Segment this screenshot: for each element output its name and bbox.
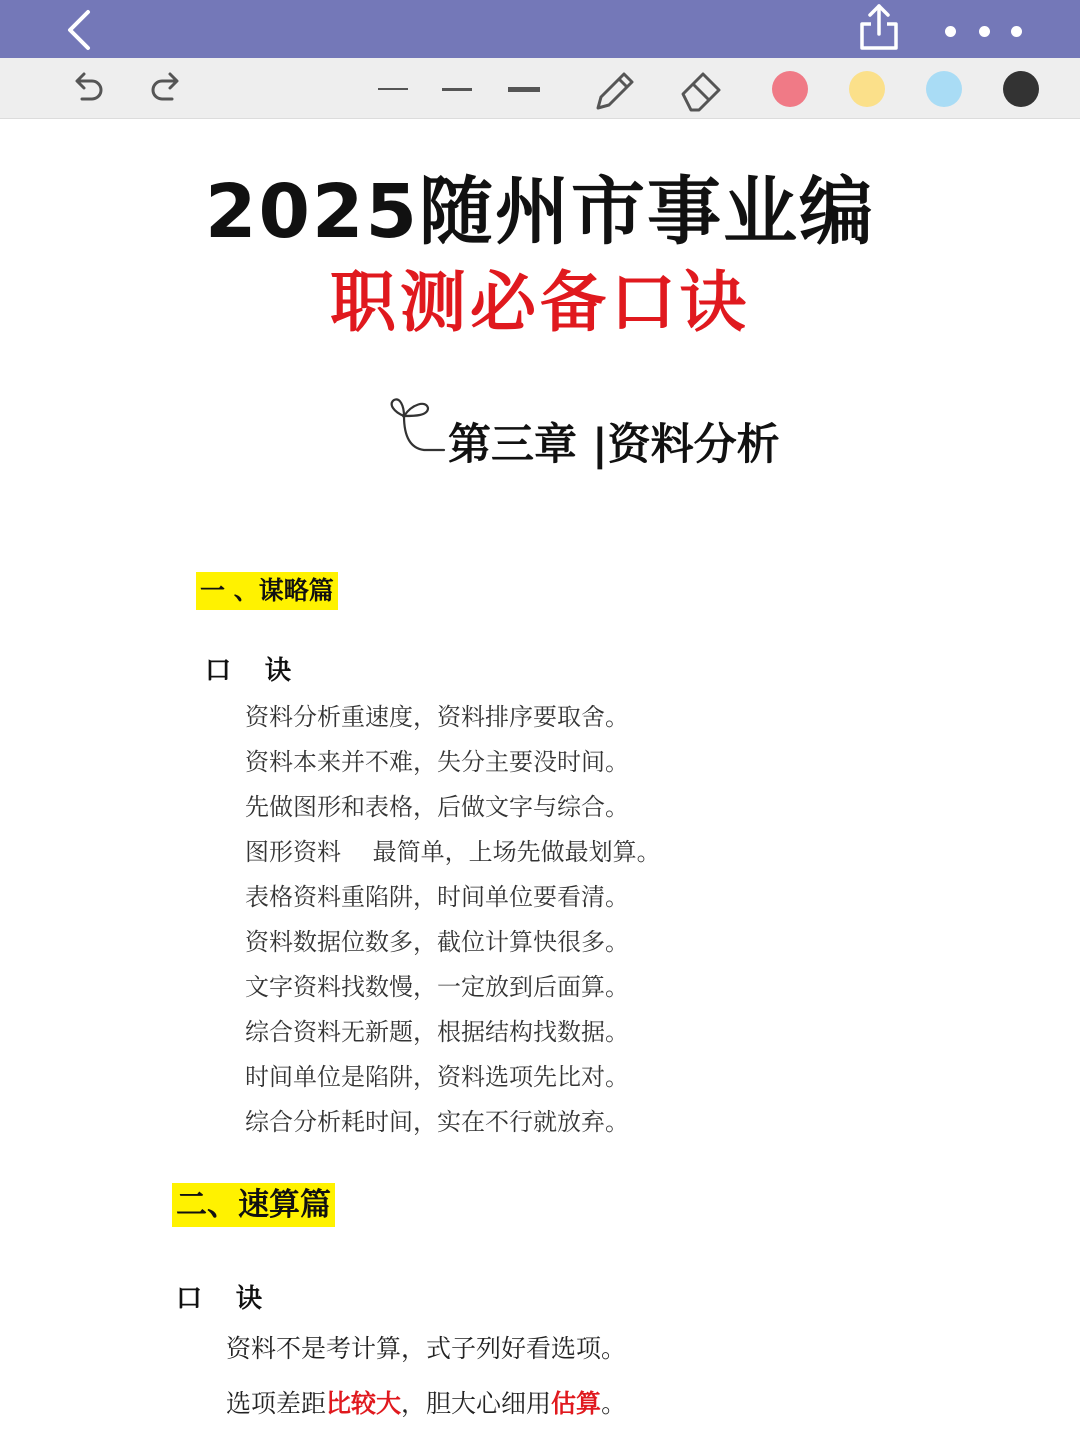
more-options-button[interactable] — [935, 18, 1035, 44]
emphasis-text: 比较大 — [326, 1389, 402, 1418]
section-heading-quick-calc: 二、速算篇 — [172, 1183, 335, 1227]
redo-button[interactable] — [144, 68, 186, 110]
chapter-heading: 第三章 |资料分析 — [448, 420, 780, 470]
mnemonic-text: 。 — [601, 1389, 627, 1418]
section-heading-strategy: 一 、谋略篇 — [196, 572, 338, 610]
mnemonic-line: 先做图形和表格，后做文字与综合。 — [245, 793, 629, 821]
mnemonic-line: 资料分析重速度，资料排序要取舍。 — [245, 703, 629, 731]
document-title: 2025随州市事业编 — [205, 169, 875, 255]
pen-button[interactable] — [590, 66, 638, 114]
mnemonic-label — [205, 650, 291, 687]
mnemonic-line — [226, 1381, 626, 1436]
mnemonic-label-a: 口 — [205, 656, 232, 686]
pen-icon — [590, 66, 638, 114]
mnemonic-line: 综合资料无新题，根据结构找数据。 — [245, 1018, 629, 1046]
sprout-icon — [382, 392, 448, 458]
mnemonic-list-quick-calc — [226, 1326, 626, 1436]
color-swatch-blue[interactable] — [926, 71, 962, 107]
mnemonic-line: 时间单位是陷阱，资料选项先比对。 — [245, 1063, 629, 1091]
mnemonic-line: 资料数据位数多，截位计算快很多。 — [245, 928, 629, 956]
mnemonic-line: 资料不是考计算，式子列好看选项。 — [226, 1334, 627, 1363]
mnemonic-text: ，胆大心细用 — [401, 1389, 552, 1418]
stroke-thick-icon[interactable] — [508, 87, 540, 92]
mnemonic-text: 选项差距 — [226, 1389, 327, 1418]
mnemonic-line: 表格资料重陷阱，时间单位要看清。 — [245, 883, 629, 911]
color-swatch-pink[interactable] — [772, 71, 808, 107]
redo-icon — [144, 68, 186, 110]
mnemonic-label-b: 诀 — [236, 1284, 263, 1314]
mnemonic-line: 资料本来并不难，失分主要没时间。 — [245, 748, 629, 776]
color-swatch-black[interactable] — [1003, 71, 1039, 107]
document-subtitle: 职测必备口诀 — [330, 263, 750, 341]
top-navigation-bar — [0, 0, 1080, 58]
share-button[interactable] — [855, 2, 903, 54]
more-icon — [945, 26, 956, 37]
mnemonic-line: 图形资料 最简单，上场先做最划算。 — [245, 838, 661, 866]
mnemonic-label-a: 口 — [176, 1284, 203, 1314]
annotation-toolbar — [0, 58, 1080, 119]
undo-icon — [68, 68, 110, 110]
share-icon — [855, 2, 903, 54]
eraser-button[interactable] — [677, 66, 725, 114]
undo-button[interactable] — [68, 68, 110, 110]
more-icon-dot — [1011, 26, 1022, 37]
stroke-medium-icon[interactable] — [442, 88, 472, 91]
back-icon — [58, 6, 104, 52]
more-icon-dot — [979, 26, 990, 37]
mnemonic-line: 综合分析耗时间，实在不行就放弃。 — [245, 1108, 629, 1136]
back-button[interactable] — [58, 6, 104, 52]
color-swatch-yellow[interactable] — [849, 71, 885, 107]
mnemonic-line: 文字资料找数慢，一定放到后面算。 — [245, 973, 629, 1001]
stroke-thin-icon[interactable] — [378, 88, 408, 90]
eraser-icon — [677, 66, 725, 114]
mnemonic-label — [176, 1278, 262, 1315]
mnemonic-list-strategy — [245, 695, 661, 1145]
mnemonic-label-b: 诀 — [265, 656, 292, 686]
emphasis-text: 估算 — [551, 1389, 602, 1418]
